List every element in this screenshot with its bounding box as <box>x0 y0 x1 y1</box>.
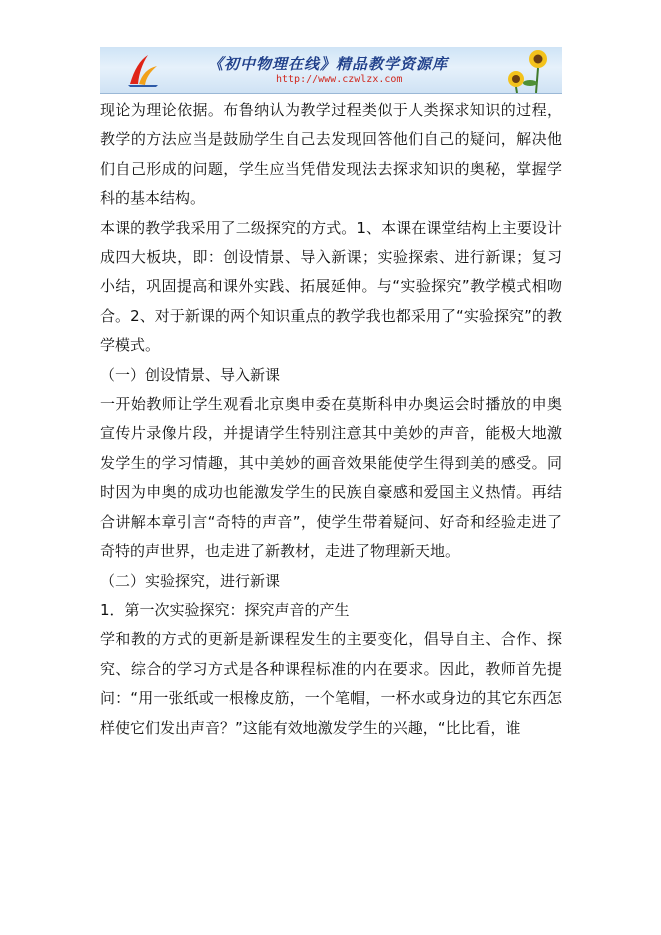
site-title: 《初中物理在线》精品教学资源库 <box>208 55 449 73</box>
site-url: http://www.czwlzx.com <box>276 74 403 85</box>
paragraph: 本课的教学我采用了二级探究的方式。1、本课在课堂结构上主要设计成四大板块，即：创设情景、导入新课；实验探索、进行新课；复习小结，巩固提高和课外实践、拓展延伸。与“实验探究”教学模式相吻合。2、对于新课的两个知识重点的教学我也都采用了“实验探究”的教学模式。 <box>100 218 562 355</box>
document-body <box>100 96 562 743</box>
section-heading: （二）实验探究，进行新课 <box>100 571 281 590</box>
site-logo-icon <box>126 52 160 88</box>
sunflower-icon <box>486 49 556 93</box>
section-heading: （一）创设情景、导入新课 <box>100 365 281 384</box>
paragraph: 一开始教师让学生观看北京奥申委在莫斯科申办奥运会时播放的申奥宣传片录像片段，并提请学生特别注意其中美妙的声音，能极大地激发学生的学习情趣，其中美妙的画音效果能使学生得到美的感受。同时因为申奥的成功也能激发学生的民族自豪感和爱国主义热情。再结合讲解本章引言“奇特的声音”，使学生带着疑问、好奇和经验走进了奇特的声世界，也走进了新教材，走进了物理新天地。 <box>100 395 562 561</box>
subsection-heading: 1．第一次实验探究：探究声音的产生 <box>100 600 350 619</box>
paragraph: 现论为理论依据。布鲁纳认为教学过程类似于人类探求知识的过程，教学的方法应当是鼓励学生自己去发现回答他们自己的疑问，解决他们自己形成的问题，学生应当凭借发现法去探求知识的奥秘，掌握学科的基本结构。 <box>100 101 562 208</box>
paragraph: 学和教的方式的更新是新课程发生的主要变化，倡导自主、合作、探究、综合的学习方式是各种课程标准的内在要求。因此，教师首先提问：“用一张纸或一根橡皮筋，一个笔帽，一杯水或身边的其它东西怎样使它们发出声音？”这能有效地激发学生的兴趣，“比比看，谁 <box>100 630 562 737</box>
header-banner <box>100 47 562 94</box>
